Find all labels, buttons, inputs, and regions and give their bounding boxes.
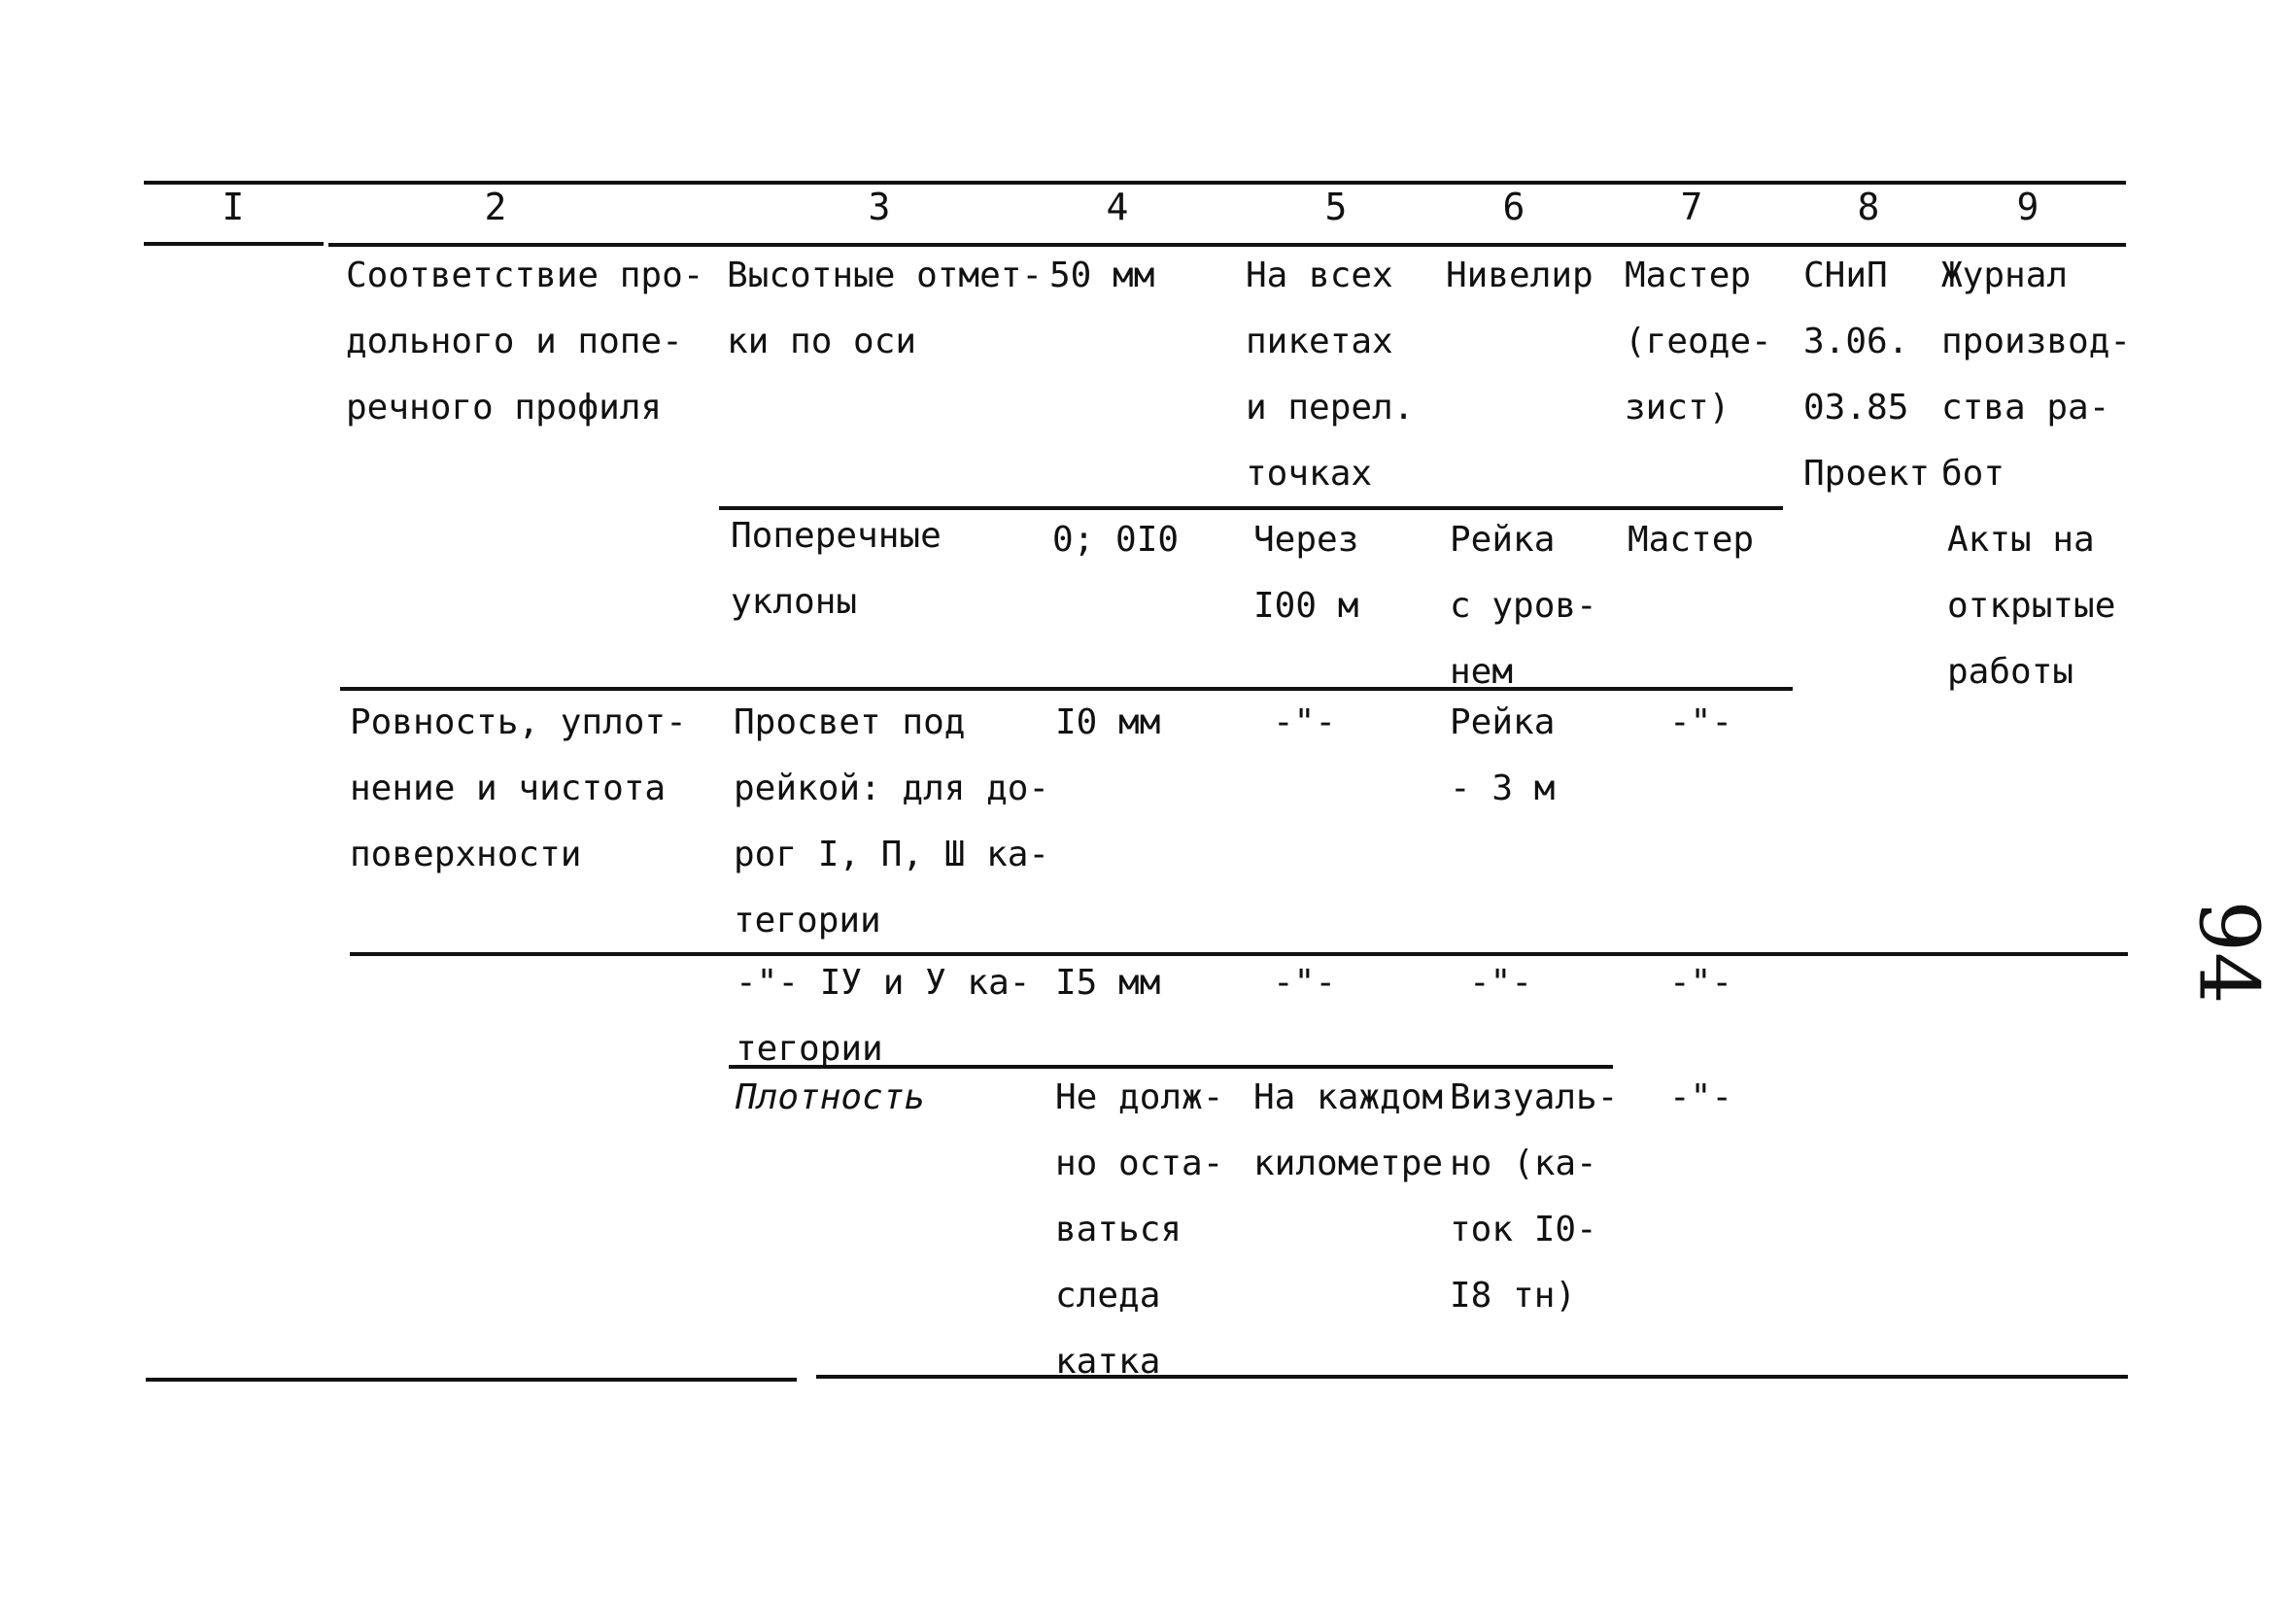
row1-tolerance: 50 мм — [1049, 256, 1155, 295]
row3-tolerance: I0 мм — [1055, 702, 1161, 742]
header-col-4: 4 — [1106, 186, 1129, 228]
row1-norm-reference: СНиП 3.06. 03.85 Проект — [1803, 256, 1931, 494]
row2-responsible: Мастер — [1628, 520, 1755, 560]
table-bottom-rule-left — [146, 1378, 797, 1382]
row4-controlled-item: -"- IУ и У ка- тегории — [736, 963, 1031, 1069]
row2-tolerance: 0; 0I0 — [1052, 520, 1180, 560]
header-col-5: 5 — [1324, 186, 1348, 228]
row4-responsible: -"- — [1669, 963, 1733, 1003]
row1-responsible: Мастер (геоде- зист) — [1625, 256, 1772, 427]
header-bottom-rule-left — [144, 242, 324, 246]
header-col-9: 9 — [2016, 186, 2039, 228]
row2-controlled-item: Поперечные уклоны — [731, 516, 942, 622]
header-col-1: I — [222, 186, 245, 228]
header-col-7: 7 — [1680, 186, 1703, 228]
row3-location: -"- — [1273, 702, 1337, 742]
row3-controlled-item: Просвет под рейкой: для до- рог I, П, Ш ка- тегории — [734, 702, 1050, 940]
row1-parameter: Соответствие про- дольного и попе- речного профиля — [346, 256, 704, 427]
row5-controlled-item: Плотность — [736, 1077, 926, 1117]
row3-bottom-rule — [350, 952, 2128, 956]
row1-location: На всех пикетах и перел. точках — [1246, 256, 1415, 494]
row3-instrument: Рейка - 3 м — [1450, 702, 1556, 808]
row4-location: -"- — [1273, 963, 1337, 1003]
row1-controlled-item: Высотные отмет- ки по оси — [727, 256, 1044, 361]
row5-tolerance: Не долж- но оста- ваться следа катка — [1055, 1077, 1224, 1382]
row4-instrument: -"- — [1469, 963, 1533, 1003]
row4-tolerance: I5 мм — [1055, 963, 1161, 1003]
header-col-6: 6 — [1502, 186, 1525, 228]
row2-instrument: Рейка с уров- нем — [1450, 520, 1597, 692]
page-number: 94 — [2180, 900, 2277, 1005]
header-col-2: 2 — [484, 186, 507, 228]
row5-location: На каждом километре — [1253, 1077, 1444, 1183]
row2-location: Через I00 м — [1253, 520, 1359, 626]
row5-responsible: -"- — [1669, 1077, 1733, 1117]
row3-responsible: -"- — [1669, 702, 1733, 742]
table-bottom-rule — [816, 1375, 2128, 1379]
header-col-8: 8 — [1857, 186, 1880, 228]
row5-instrument: Визуаль- но (ка- ток I0- I8 тн) — [1450, 1077, 1619, 1316]
row3-parameter: Ровность, уплот- нение и чистота поверхности — [350, 702, 687, 874]
header-col-3: 3 — [868, 186, 891, 228]
row2-documentation: Акты на открытые работы — [1947, 520, 2116, 692]
row1-documentation: Журнал производ- ства ра- бот — [1941, 256, 2132, 494]
row1-instrument: Нивелир — [1446, 256, 1593, 295]
